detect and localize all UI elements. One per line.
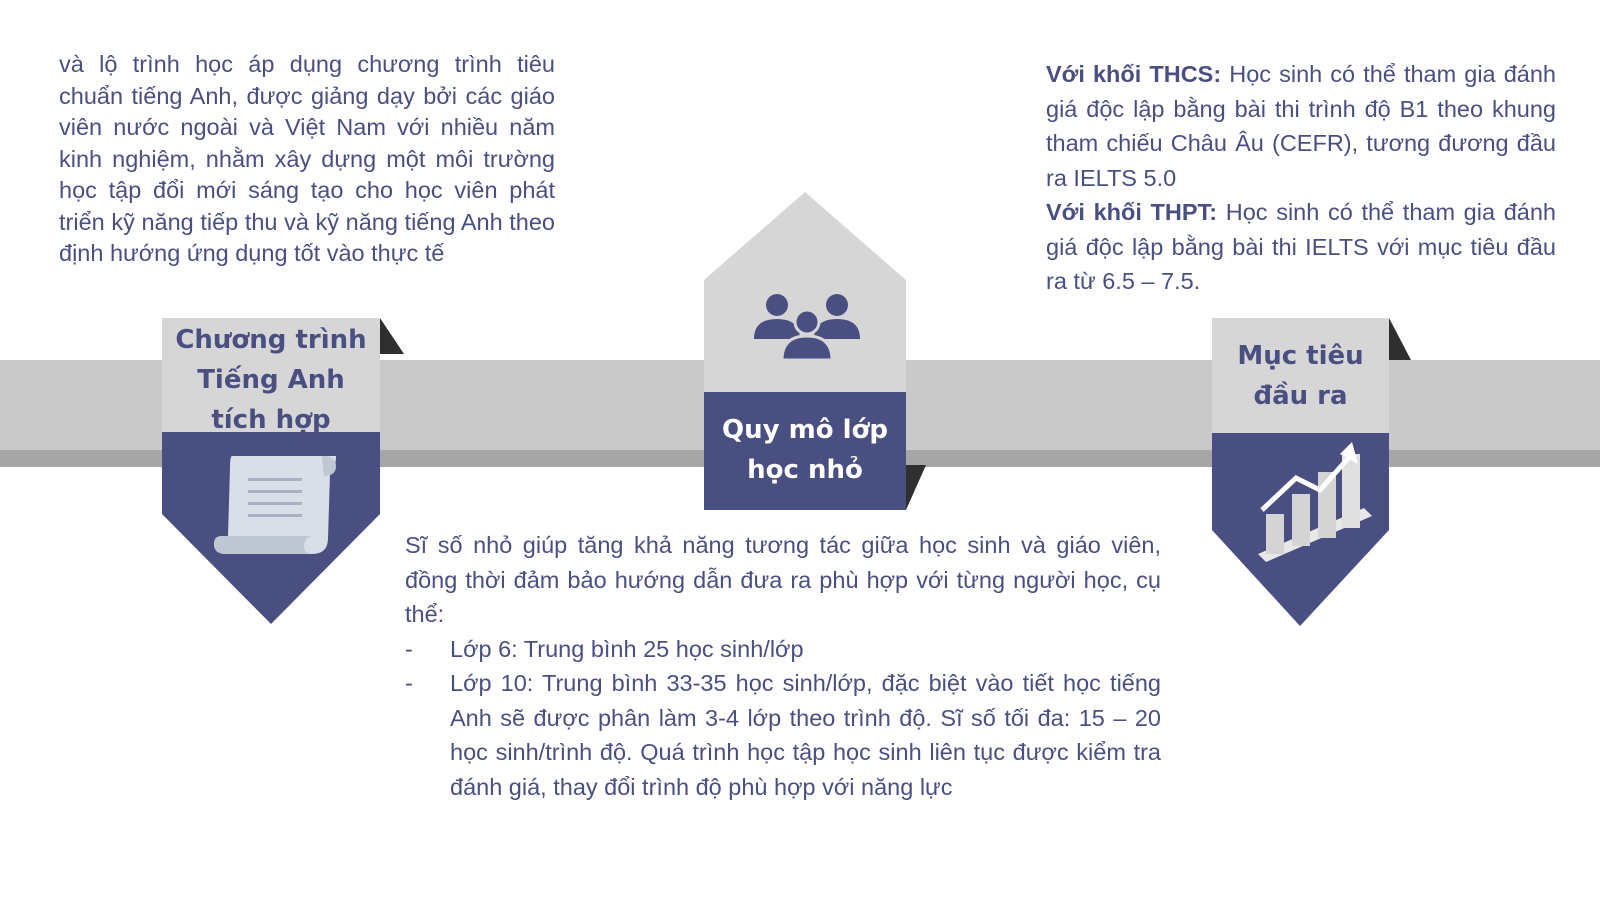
badge-integrated-english	[162, 318, 380, 624]
badge-label-line: học nhỏ	[747, 455, 863, 485]
badge-label-line: Mục tiêu	[1237, 341, 1364, 371]
thcs-text: Học sinh có thể tham gia đánh giá độc lập bằng bài thi trình độ B1 theo khung tham chiếu Châu Âu (CEFR), tương đương đầu ra IELTS 5.0	[1046, 61, 1556, 191]
bullet-dash: -	[405, 635, 413, 662]
bullet-dash: -	[405, 670, 413, 696]
list-item-text: Lớp 6: Trung bình 25 học sinh/lớp	[450, 635, 804, 662]
list-item	[405, 632, 1161, 667]
badge-small-class-label	[704, 410, 906, 490]
thcs-label: Với khối THCS:	[1046, 61, 1222, 87]
badge-output-goal-label	[1212, 336, 1389, 416]
badge-label-line: tích hợp	[211, 405, 331, 435]
list-item	[405, 666, 1161, 804]
left-description: và lộ trình học áp dụng chương trình tiêu chuẩn tiếng Anh, được giảng dạy bởi các giáo viên nước ngoài và Việt Nam với nhiều năm kinh nghiệm, nhằm xây dựng một môi trường học tập đổi mới sáng tạo cho học viên phát triển kỹ năng tiếp thu và kỹ năng tiếng Anh theo định hướng ứng dụng tốt vào thực tế	[59, 51, 555, 266]
thpt-paragraph	[1046, 195, 1556, 299]
thcs-paragraph	[1046, 57, 1556, 195]
badge-integrated-english-label	[162, 320, 380, 440]
thpt-text: Học sinh có thể tham gia đánh giá độc lập bằng bài thi IELTS với mục tiêu đầu ra từ 6.5 – 7.5.	[1046, 199, 1556, 294]
bottom-intro: Sĩ số nhỏ giúp tăng khả năng tương tác giữa học sinh và giáo viên, đồng thời đảm bảo hướng dẫn đưa ra phù hợp với từng người học, cụ thể:	[405, 532, 1161, 627]
bottom-description	[405, 528, 1161, 804]
bottom-bullet-list	[405, 632, 1161, 805]
badge-label-line: đầu ra	[1253, 381, 1348, 411]
right-description	[1046, 57, 1556, 299]
badge-label-line: Chương trình	[175, 325, 367, 355]
thpt-label: Với khối THPT:	[1046, 199, 1218, 225]
badge-label-line: Tiếng Anh	[197, 365, 345, 395]
scroll-icon	[214, 456, 336, 554]
badge-small-class	[704, 192, 906, 510]
badge-label-line: Quy mô lớp	[721, 415, 888, 445]
badge-output-goal	[1212, 318, 1389, 626]
list-item-text: Lớp 10: Trung bình 33-35 học sinh/lớp, đặc biệt vào tiết học tiếng Anh sẽ được phân làm 3-4 lớp theo trình độ. Sĩ số tối đa: 15 – 20 học sinh/trình độ. Quá trình học tập học sinh liên tục được kiểm tra đánh giá, thay đổi trình độ phù hợp với năng lực	[450, 670, 1161, 800]
